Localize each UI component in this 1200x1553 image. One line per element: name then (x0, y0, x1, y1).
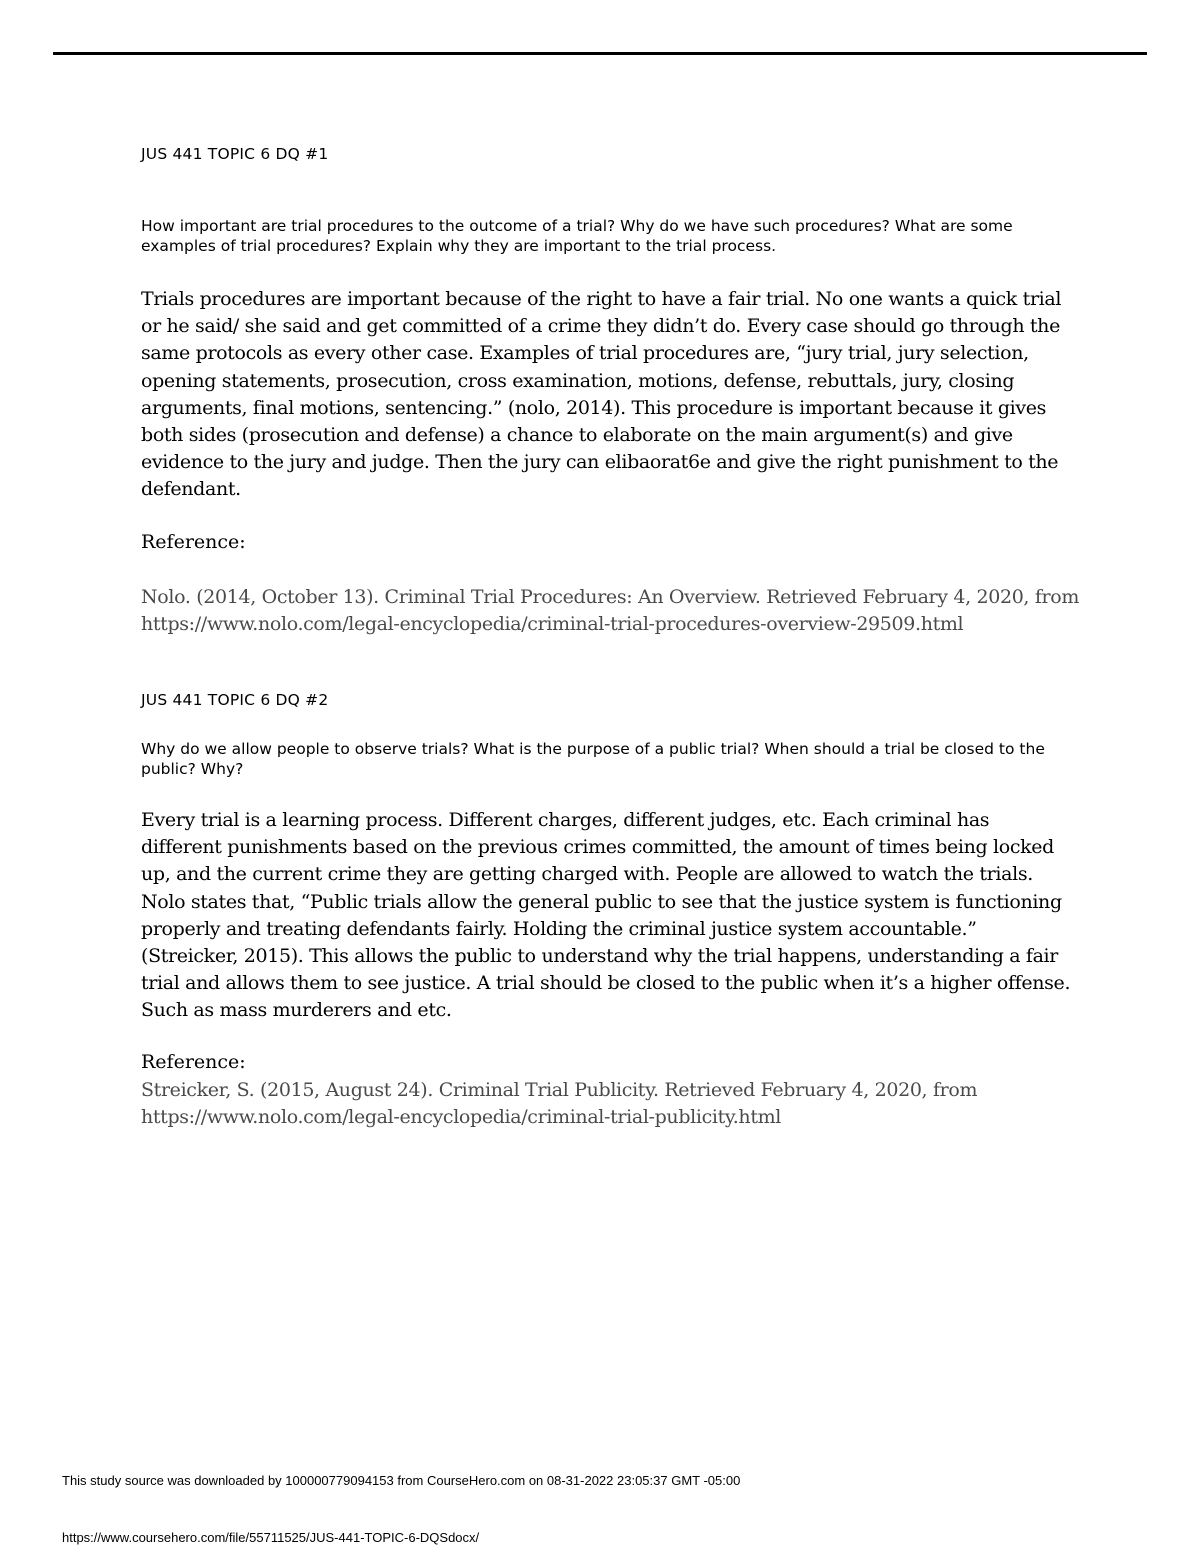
section-2-heading: JUS 441 TOPIC 6 DQ #2 (141, 691, 329, 709)
section-1-reference-label: Reference: (141, 531, 246, 553)
section-2-answer: Every trial is a learning process. Different charges, different judges, etc. Each criminal has different punishments based on the previous crimes committed, the amount of times being locked up, and the current crime they are getting charged with. People are allowed to watch the trials. Nolo states that, “Public trials allow the general public to see that the justice system is functioning properly and treating defendants fairly. Holding the criminal justice system accountable.” (Streicker, 2015). This allows the public to understand why the trial happens, understanding a fair trial and allows them to see justice. A trial should be closed to the public when it’s a higher offense. Such as mass murderers and etc. (141, 809, 1071, 1022)
download-notice: This study source was downloaded by 100000779094153 from CourseHero.com on 08-31-2022 23:05:37 GMT -05:00 (62, 1473, 741, 1488)
section-2-reference-citation: Streicker, S. (2015, August 24). Criminal Trial Publicity. Retrieved February 4, 2020, from https://www.nolo.com/legal-encyclopedia/criminal-trial-publicity.html (141, 1079, 978, 1128)
section-1-reference-citation: Nolo. (2014, October 13). Criminal Trial Procedures: An Overview. Retrieved February 4, 2020, from https://www.nolo.com/legal-encyclopedia/criminal-trial-procedures-overview-29509.html (141, 586, 1079, 635)
section-2-reference-label: Reference: (141, 1051, 246, 1073)
top-horizontal-rule (53, 52, 1147, 55)
section-1-question: How important are trial procedures to the outcome of a trial? Why do we have such procedures? What are some examples of trial procedures? Explain why they are important to the trial process. (141, 217, 1013, 255)
section-2-question: Why do we allow people to observe trials? What is the purpose of a public trial? When should a trial be closed to the public? Why? (141, 740, 1045, 778)
section-1-heading: JUS 441 TOPIC 6 DQ #1 (141, 145, 329, 163)
source-url[interactable]: https://www.coursehero.com/file/55711525/JUS-441-TOPIC-6-DQSdocx/ (62, 1530, 480, 1545)
section-1-answer: Trials procedures are important because of the right to have a fair trial. No one wants a quick trial or he said/ she said and get committed of a crime they didn’t do. Every case should go through the same protocols as every other case. Examples of trial procedures are, “jury trial, jury selection, opening statements, prosecution, cross examination, motions, defense, rebuttals, jury, closing arguments, final motions, sentencing.” (nolo, 2014). This procedure is important because it gives both sides (prosecution and defense) a chance to elaborate on the main argument(s) and give evidence to the jury and judge. Then the jury can elibaorat6e and give the right punishment to the defendant. (141, 288, 1062, 501)
